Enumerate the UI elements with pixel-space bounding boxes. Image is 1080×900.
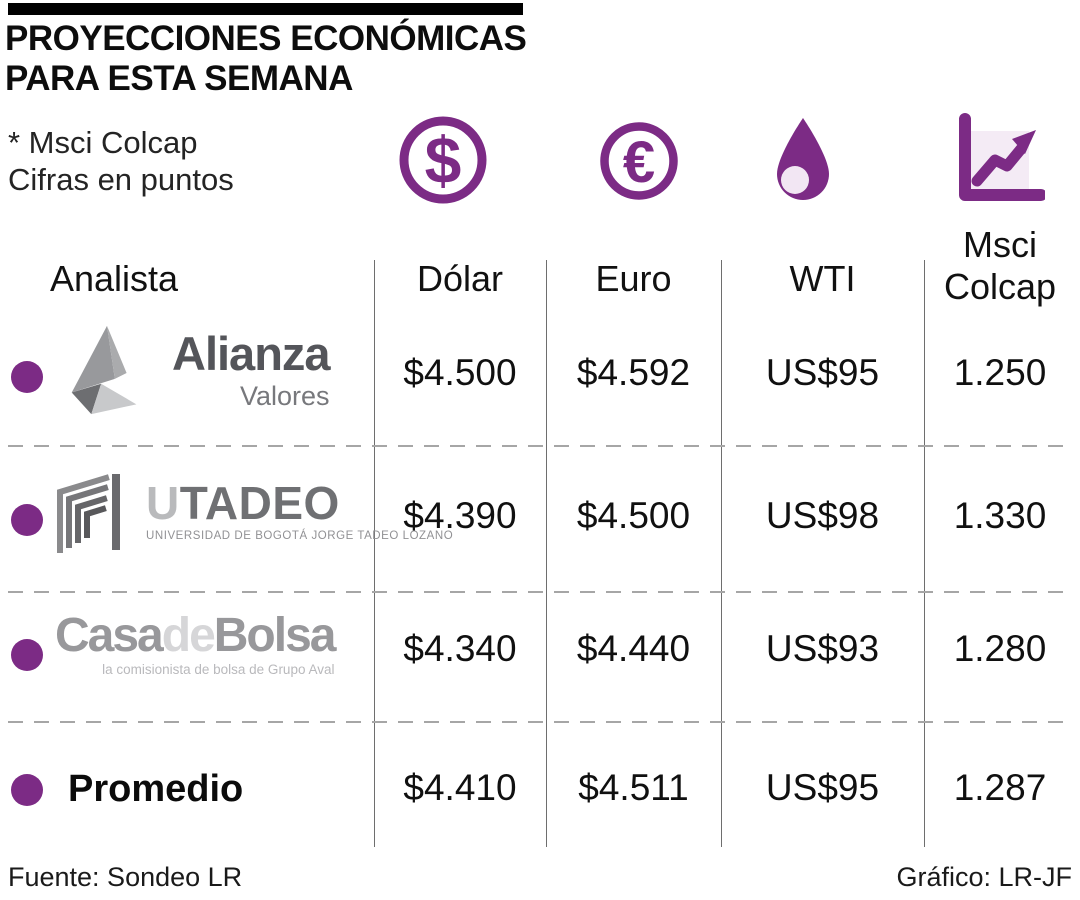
column-header-wti: WTI — [789, 258, 856, 299]
column-header-euro: Euro — [595, 258, 672, 299]
row-divider — [8, 591, 1072, 593]
cell-utadeo-msci: 1.330 — [953, 495, 1047, 536]
column-divider — [546, 260, 547, 847]
utadeo-tagline: UNIVERSIDAD DE BOGOTÁ JORGE TADEO LOZANO — [146, 530, 454, 542]
column-divider — [721, 260, 722, 847]
utadeo-logo-icon — [52, 466, 138, 556]
column-header-dolar: Dólar — [416, 258, 504, 299]
cell-utadeo-euro: $4.500 — [576, 495, 691, 536]
footnote-line1: * Msci Colcap — [8, 125, 198, 160]
footnote-line2: Cifras en puntos — [8, 162, 234, 198]
alianza-valores-logo — [58, 320, 330, 422]
alianza-logo-text — [172, 327, 330, 412]
cell-casadebolsa-euro: $4.440 — [576, 628, 691, 669]
page-title — [5, 19, 526, 99]
euro-glyph: € — [622, 130, 656, 195]
utadeo-prefix: U — [146, 477, 180, 529]
cell-casadebolsa-dolar: $4.340 — [403, 628, 517, 669]
cell-promedio-wti: US$95 — [765, 767, 880, 808]
row-divider — [8, 721, 1072, 723]
alianza-logo-icon — [58, 320, 156, 422]
bullet-icon — [11, 361, 43, 393]
bullet-icon — [11, 774, 43, 806]
cell-casadebolsa-wti: US$93 — [765, 628, 880, 669]
row-divider — [8, 445, 1072, 447]
dollar-circle-icon — [395, 112, 491, 208]
euro-circle-icon — [597, 119, 681, 203]
column-header-msci-line1: Msci — [963, 224, 1037, 265]
utadeo-wordmark: TADEO — [179, 477, 340, 529]
page-title-line2: PARA ESTA SEMANA — [5, 58, 353, 98]
stock-chart-icon — [955, 113, 1045, 209]
casadebolsa-part2: de — [161, 609, 214, 662]
dollar-glyph: $ — [424, 123, 462, 197]
casadebolsa-part3: Bolsa — [213, 609, 335, 662]
cell-alianza-wti: US$95 — [765, 352, 880, 393]
column-header-msci-colcap — [924, 224, 1076, 308]
top-accent-bar — [8, 3, 523, 15]
cell-utadeo-wti: US$98 — [765, 495, 880, 536]
casadebolsa-part1: Casa — [55, 609, 162, 662]
bullet-icon — [11, 504, 43, 536]
casadebolsa-wordmark — [55, 609, 335, 662]
casadebolsa-tagline: la comisionista de bolsa de Grupo Aval — [102, 662, 335, 677]
column-header-msci-line2: Colcap — [943, 265, 1057, 307]
cell-promedio-euro: $4.511 — [578, 767, 689, 808]
column-divider — [924, 260, 925, 847]
footer-credit: Gráfico: LR-JF — [896, 862, 1072, 892]
cell-alianza-dolar: $4.500 — [403, 352, 517, 393]
page-title-line1: PROYECCIONES ECONÓMICAS — [5, 19, 527, 58]
alianza-tagline: Valores — [240, 381, 330, 411]
alianza-name: Alianza — [172, 327, 330, 380]
cell-promedio-dolar: $4.410 — [403, 767, 517, 808]
footnote — [8, 124, 234, 198]
cell-alianza-msci: 1.250 — [953, 352, 1047, 393]
bullet-icon — [11, 639, 43, 671]
cell-utadeo-dolar: $4.390 — [403, 495, 517, 536]
cell-alianza-euro: $4.592 — [576, 352, 691, 393]
cell-promedio-msci: 1.287 — [953, 767, 1047, 808]
casadebolsa-logo — [55, 609, 335, 677]
cell-casadebolsa-msci: 1.280 — [953, 628, 1047, 669]
column-header-analista: Analista — [50, 258, 179, 299]
row-label-promedio: Promedio — [68, 768, 244, 810]
oil-drop-icon — [774, 116, 832, 202]
footer-source: Fuente: Sondeo LR — [8, 862, 243, 892]
